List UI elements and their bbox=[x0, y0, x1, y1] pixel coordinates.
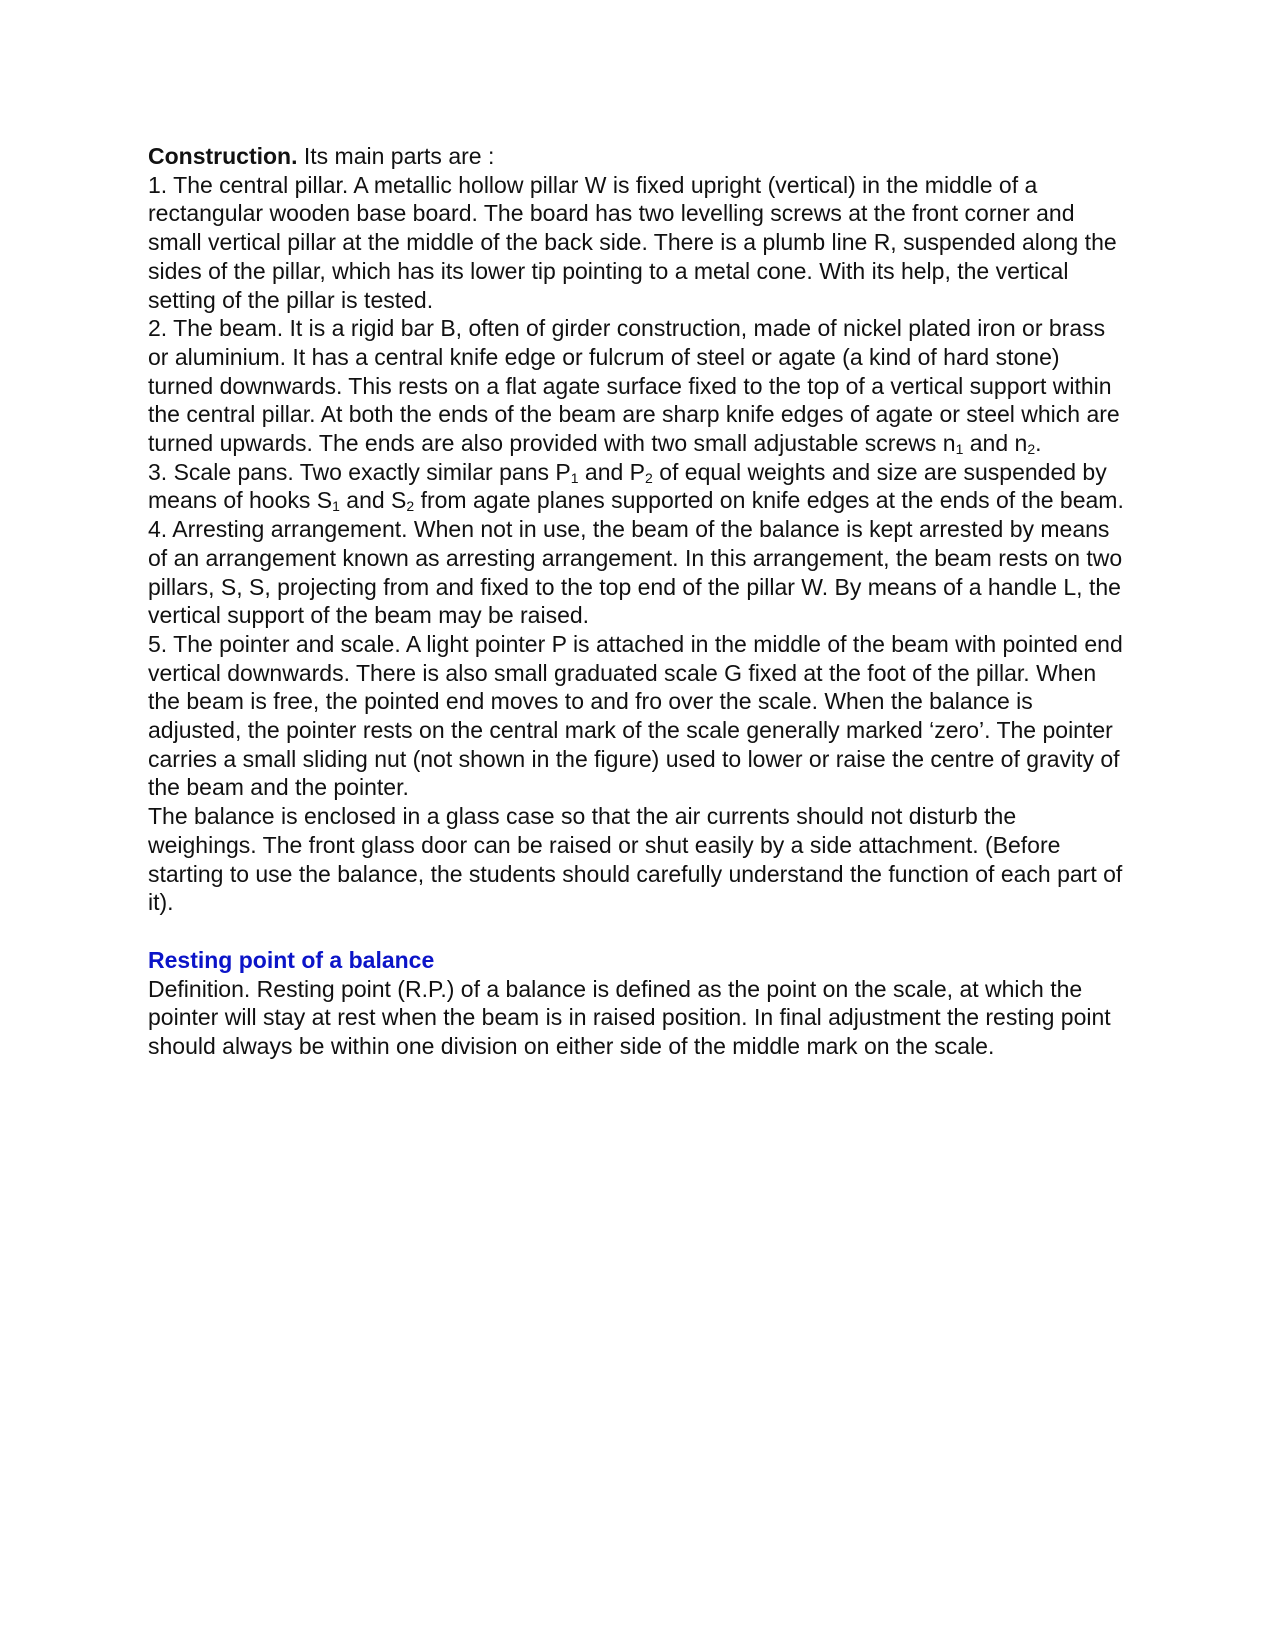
item-scale-pans bbox=[148, 458, 1128, 515]
subscript: 1 bbox=[332, 498, 340, 515]
item-scale-pans-d: and S bbox=[339, 487, 407, 514]
item-beam-end: . bbox=[1035, 430, 1042, 457]
item-pointer-and-scale: 5. The pointer and scale. A light pointer P is attached in the middle of the beam with pointed end vertical downwards. There is also small graduated scale G fixed at the foot of the pillar. When the beam is free, the pointed end moves to and fro over the scale. When the balance is adjusted, the pointer rests on the central mark of the scale generally marked ‘zero’. The pointer carries a small sliding nut (not shown in the figure) used to lower or raise the centre of gravity of the beam and the pointer. bbox=[148, 630, 1123, 801]
resting-point-definition: Definition. Resting point (R.P.) of a balance is defined as the point on the scale, at which the pointer will stay at rest when the beam is in raised position. In final adjustment the resting point should always be within one division on either side of the middle mark on the scale. bbox=[148, 975, 1111, 1060]
subscript: 2 bbox=[406, 498, 415, 515]
section-spacer bbox=[148, 917, 1128, 945]
item-scale-pans-c: of equal weights and size are suspended by means of hooks S bbox=[148, 458, 1107, 514]
item-beam bbox=[148, 314, 1128, 458]
construction-intro-text: Its main parts are : bbox=[297, 143, 495, 169]
construction-lead: Construction. bbox=[148, 143, 298, 169]
construction-intro bbox=[148, 142, 1128, 171]
item-beam-text: 2. The beam. It is a rigid bar B, often of girder construction, made of nickel plated iron or brass or aluminium. It has a central knife edge or fulcrum of steel or agate (a kind of hard stone) turned downwards. This rests on a flat agate surface fixed to the top of a vertical support within the central pillar. At both the ends of the beam are sharp knife edges of agate or steel which are turned upwards. The ends are also provided with two small adjustable screws n bbox=[148, 315, 1120, 457]
subscript: 2 bbox=[1027, 441, 1036, 458]
item-scale-pans-b: and P bbox=[578, 458, 646, 485]
closing-paragraph: The balance is enclosed in a glass case so that the air currents should not disturb the weighings. The front glass door can be raised or shut easily by a side attachment. (Before starting to use the balance, the students should carefully understand the function of each part of it). bbox=[148, 803, 1123, 916]
item-beam-mid: and n bbox=[963, 430, 1028, 457]
subscript: 1 bbox=[570, 469, 579, 486]
item-arresting-arrangement: 4. Arresting arrangement. When not in use, the beam of the balance is kept arrested by means of an arrangement known as arresting arrangement. In this arrangement, the beam rests on two pillars, S, S, projecting from and fixed to the top end of the pillar W. By means of a handle L, the vertical support of the beam may be raised. bbox=[148, 516, 1123, 629]
document-page bbox=[148, 142, 1128, 1061]
resting-point-heading: Resting point of a balance bbox=[148, 946, 435, 973]
item-central-pillar: 1. The central pillar. A metallic hollow pillar W is fixed upright (vertical) in the middle of a rectangular wooden base board. The board has two levelling screws at the front corner and small vertical pillar at the middle of the back side. There is a plumb line R, suspended along the sides of the pillar, which has its lower tip pointing to a metal cone. With its help, the vertical setting of the pillar is tested. bbox=[148, 171, 1117, 313]
item-scale-pans-e: from agate planes supported on knife edges at the ends of the beam. bbox=[414, 487, 1124, 514]
subscript: 2 bbox=[645, 469, 653, 486]
item-scale-pans-a: 3. Scale pans. Two exactly similar pans P bbox=[148, 458, 571, 485]
subscript: 1 bbox=[955, 441, 964, 458]
